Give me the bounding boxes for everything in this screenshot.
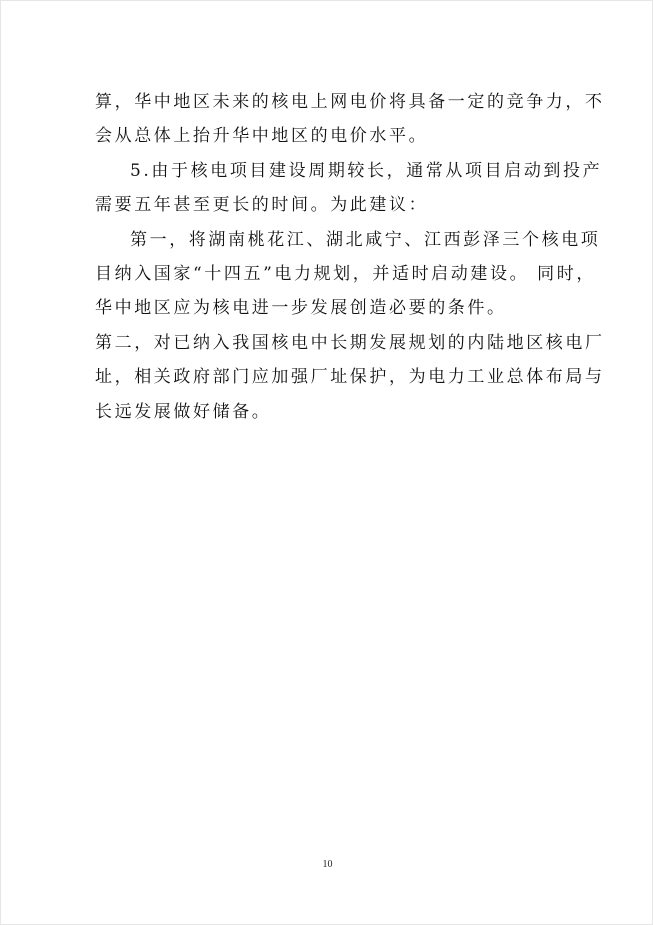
paragraph-line: 第二，对已纳入我国核电中长期发展规划的内陆地区核电厂 bbox=[95, 332, 605, 353]
paragraph-line: 需要五年甚至更长的时间。为此建议： bbox=[95, 195, 429, 216]
paragraph-line: 会从总体上抬升华中地区的电价水平。 bbox=[95, 126, 429, 147]
page-number: 10 bbox=[322, 859, 333, 870]
paragraph-line: 华中地区应为核电进一步发展创造必要的条件。 bbox=[95, 298, 507, 319]
paragraph-line: 第一，将湖南桃花江、湖北咸宁、江西彭泽三个核电项 bbox=[130, 229, 601, 250]
paragraph-line: 址，相关政府部门应加强厂址保护，为电力工业总体布局与 bbox=[95, 367, 605, 388]
paragraph-line: 长远发展做好储备。 bbox=[95, 401, 272, 422]
paragraph-line: 5.由于核电项目建设周期较长，通常从项目启动到投产 bbox=[130, 160, 603, 181]
paragraph-line: 算，华中地区未来的核电上网电价将具备一定的竞争力，不 bbox=[95, 92, 605, 112]
paragraph-line: 目纳入国家“十四五”电力规划，并适时启动建设。 同时， bbox=[95, 263, 596, 284]
document-body bbox=[95, 87, 605, 431]
